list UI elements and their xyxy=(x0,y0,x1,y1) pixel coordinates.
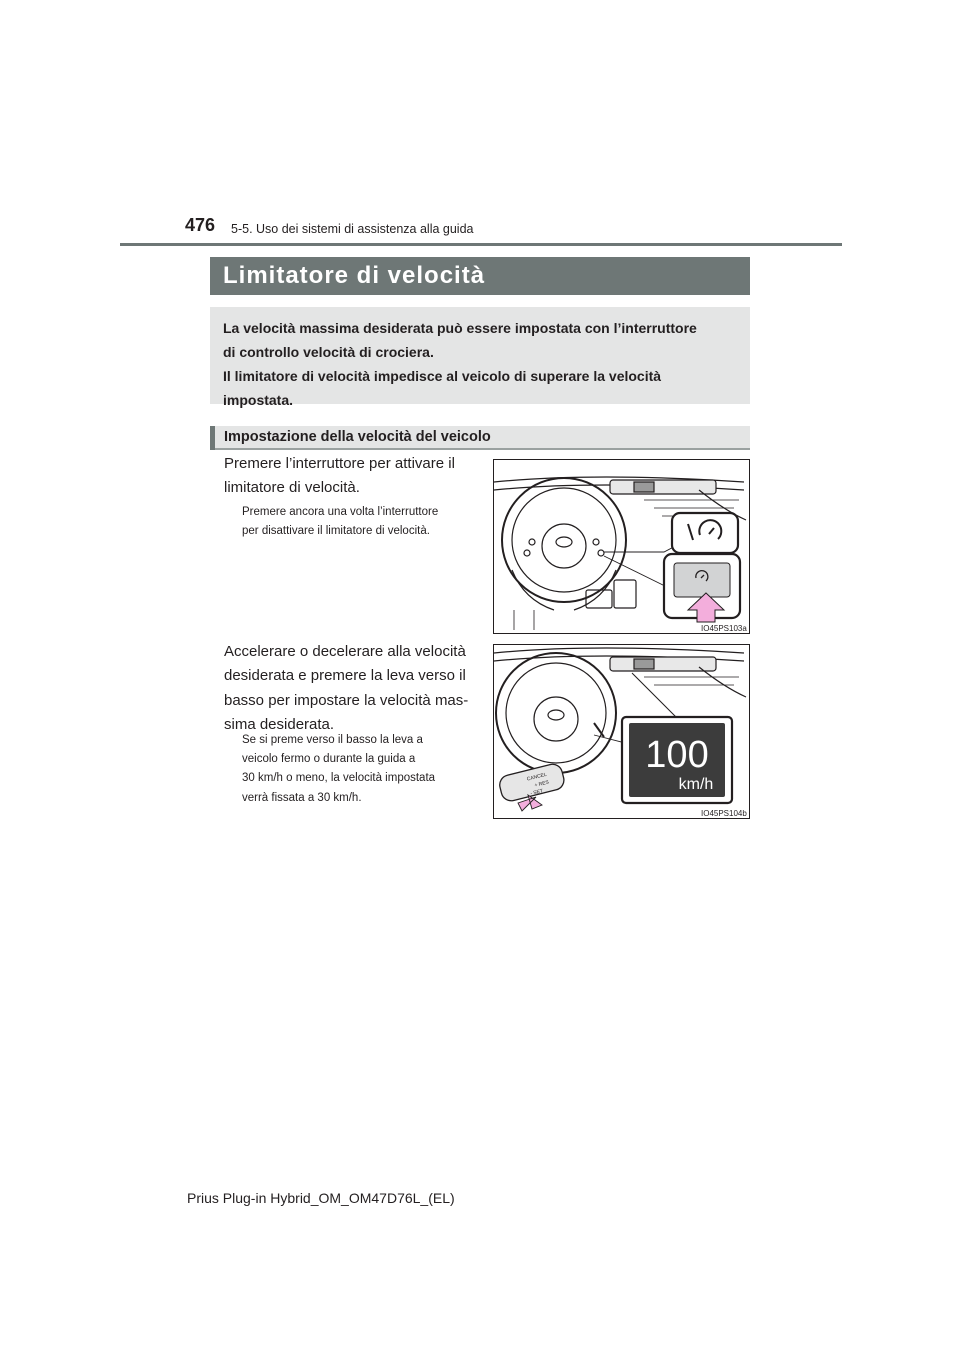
intro-box xyxy=(210,307,750,408)
step1-line: Premere l’interruttore per attivare il xyxy=(224,455,455,472)
svg-text:- SET: - SET xyxy=(529,788,544,798)
figure-speed-limiter-switch xyxy=(493,459,750,634)
footer: Prius Plug-in Hybrid_OM_OM47D76L_(EL) xyxy=(187,1190,455,1206)
subsection-heading xyxy=(210,426,750,450)
header-rule xyxy=(120,243,842,246)
speed-display-value: 100 xyxy=(645,734,709,776)
section-label: 5-5. Uso dei sistemi di assistenza alla guida xyxy=(231,222,474,236)
step1-line: limitatore di velocità. xyxy=(224,479,360,496)
title-bar xyxy=(210,257,750,295)
heading-underline xyxy=(215,448,750,450)
step1-note-line: Premere ancora una volta l’interruttore xyxy=(242,506,439,518)
page-title: Limitatore di velocità xyxy=(223,262,486,289)
step1-note-line: per disattivare il limitatore di velocità. xyxy=(242,525,430,537)
svg-text:+ RES: + RES xyxy=(534,779,550,789)
dashboard-drawing xyxy=(494,645,749,818)
figure-code: IO45PS104b xyxy=(701,809,747,818)
step2-note-line: 30 km/h o meno, la velocità impostata xyxy=(242,772,436,784)
page-number: 476 xyxy=(185,215,216,235)
subsection-title: Impostazione della velocità del veicolo xyxy=(224,429,491,445)
intro-line: Il limitatore di velocità impedisce al veicolo di superare la velocità xyxy=(223,368,662,384)
svg-text:CANCEL: CANCEL xyxy=(526,771,548,783)
speed-display-unit: km/h xyxy=(678,776,714,793)
intro-line: impostata. xyxy=(223,392,294,408)
step2-line: desiderata e premere la leva verso il xyxy=(224,667,466,684)
step2-line: sima desiderata. xyxy=(224,716,335,733)
intro-line: di controllo velocità di crociera. xyxy=(223,344,434,360)
figure-speed-setting xyxy=(493,644,750,819)
step2-note-line: veicolo fermo o durante la guida a xyxy=(242,753,416,765)
dashboard-drawing xyxy=(494,460,749,633)
step2-line: Accelerare o decelerare alla velocità xyxy=(224,643,466,660)
step2-note-line: Se si preme verso il basso la leva a xyxy=(242,734,423,746)
intro-line: La velocità massima desiderata può essere impostata con l’interruttore xyxy=(223,320,697,336)
step2-line: basso per impostare la velocità mas- xyxy=(224,692,469,709)
figure-code: IO45PS103a xyxy=(701,624,747,633)
step2-note-line: verrà fissata a 30 km/h. xyxy=(242,792,362,804)
